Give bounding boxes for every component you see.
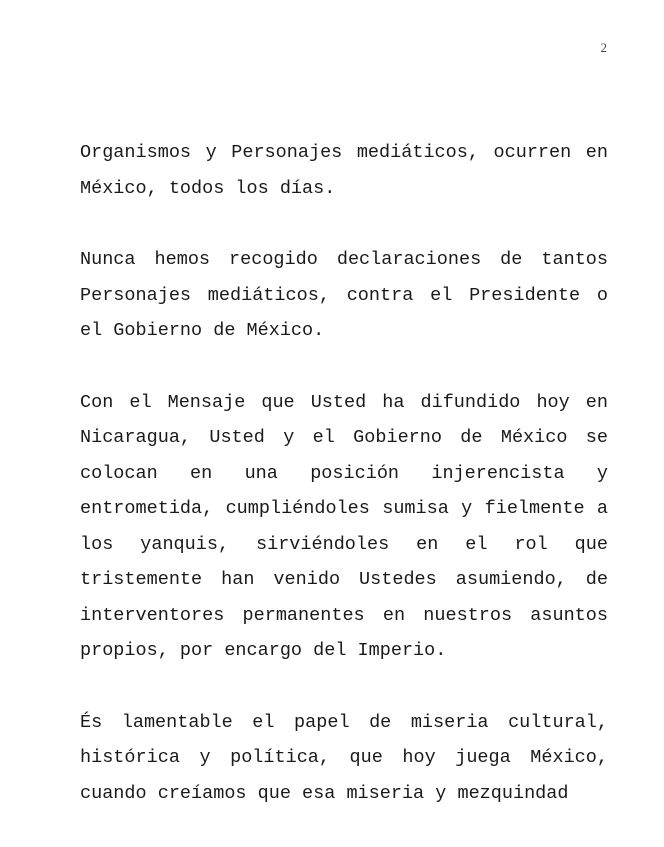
paragraph-4: És lamentable el papel de miseria cultural, histórica y política, que hoy juega México, cuando creíamos que esa miseria y mezquindad <box>80 711 608 804</box>
page-number: 2 <box>600 40 607 55</box>
paragraph-2: Nunca hemos recogido declaraciones de tantos Personajes mediáticos, contra el Presidente o el Gobierno de México. <box>80 249 608 341</box>
document-body <box>80 135 608 847</box>
paragraph-3: Con el Mensaje que Usted ha difundido hoy en Nicaragua, Usted y el Gobierno de México se colocan en una posición injerencista y entrometida, cumpliéndoles sumisa y fielmente a los yanquis, sirviéndoles en el rol que tristemente han venido Ustedes asumiendo, de interventores permanentes en nuestros asuntos propios, por encargo del Imperio. <box>80 391 608 661</box>
paragraph-1: Organismos y Personajes mediáticos, ocurren en México, todos los días. <box>80 142 608 199</box>
